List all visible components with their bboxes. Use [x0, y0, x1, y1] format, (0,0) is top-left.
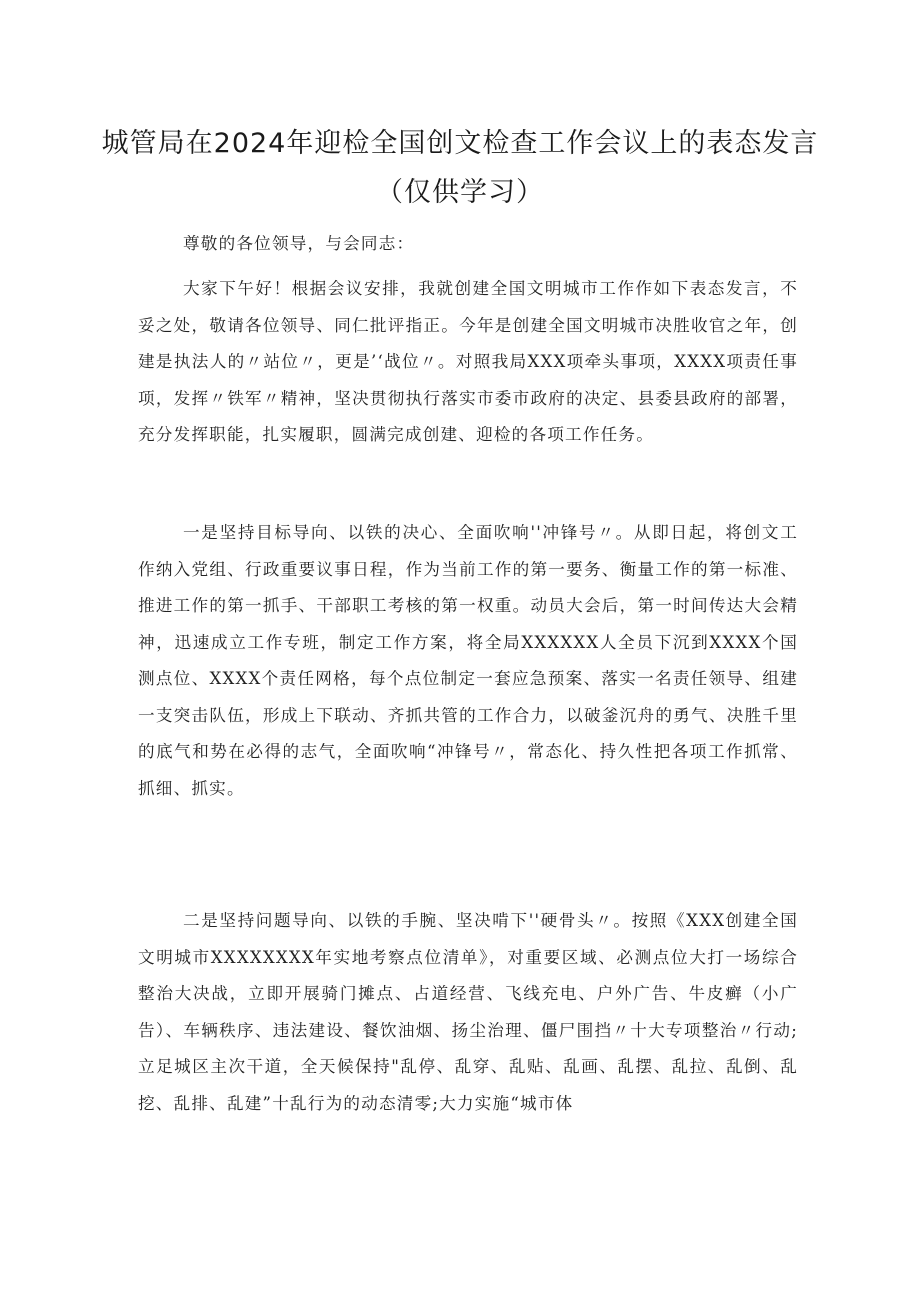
paragraph-opening: 大家下午好！根据会议安排，我就创建全国文明城市工作作如下表态发言，不妥之处，敬请各位领导、同仁批评指正。今年是创建全国文明城市决胜收官之年，创建是执法人的〃站位〃，更是’‘战位〃。对照我局XXX项牵头事项，XXXX项责任事项，发挥〃铁军〃精神，坚决贯彻执行落实市委市政府的决定、县委县政府的部署，充分发挥职能，扎实履职，圆满完成创建、迎检的各项工作任务。	[138, 279, 798, 444]
salutation: 尊敬的各位领导，与会同志：	[183, 234, 415, 253]
document-subtitle: （仅供学习）	[376, 177, 544, 208]
paragraph-point-two: 二是坚持问题导向、以铁的手腕、坚决啃下''硬骨头〃。按照《XXX创建全国文明城市XXXXXXXX年实地考察点位清单》，对重要区域、必测点位大打一场综合整治大决战，立即开展骑门摊点、占道经营、飞线充电、户外广告、牛皮癣（小广告）、车辆秩序、违法建设、餐饮油烟、扬尘治理、僵尸围挡〃十大专项整治〃行动;立足城区主次干道，全天候保持"乱停、乱穿、乱贴、乱画、乱摆、乱拉、乱倒、乱挖、乱排、乱建”十乱行为的动态清零;大力实施“城市体	[138, 911, 798, 1113]
document-title: 城管局在2024年迎检全国创文检查工作会议上的表态发言	[101, 128, 819, 159]
paragraph-point-one: 一是坚持目标导向、以铁的决心、全面吹响''冲锋号〃。从即日起，将创文工作纳入党组、行政重要议事日程，作为当前工作的第一要务、衡量工作的第一标准、推进工作的第一抓手、干部职工考核的第一权重。动员大会后，第一时间传达大会精神，迅速成立工作专班，制定工作方案，将全局XXXXXX人全员下沉到XXXX个国测点位、XXXX个责任网格，每个点位制定一套应急预案、落实一名责任领导、组建一支突击队伍，形成上下联动、齐抓共管的工作合力，以破釜沉舟的勇气、决胜千里的底气和势在必得的志气，全面吹响“冲锋号〃，常态化、持久性把各项工作抓常、抓细、抓实。	[138, 523, 798, 798]
